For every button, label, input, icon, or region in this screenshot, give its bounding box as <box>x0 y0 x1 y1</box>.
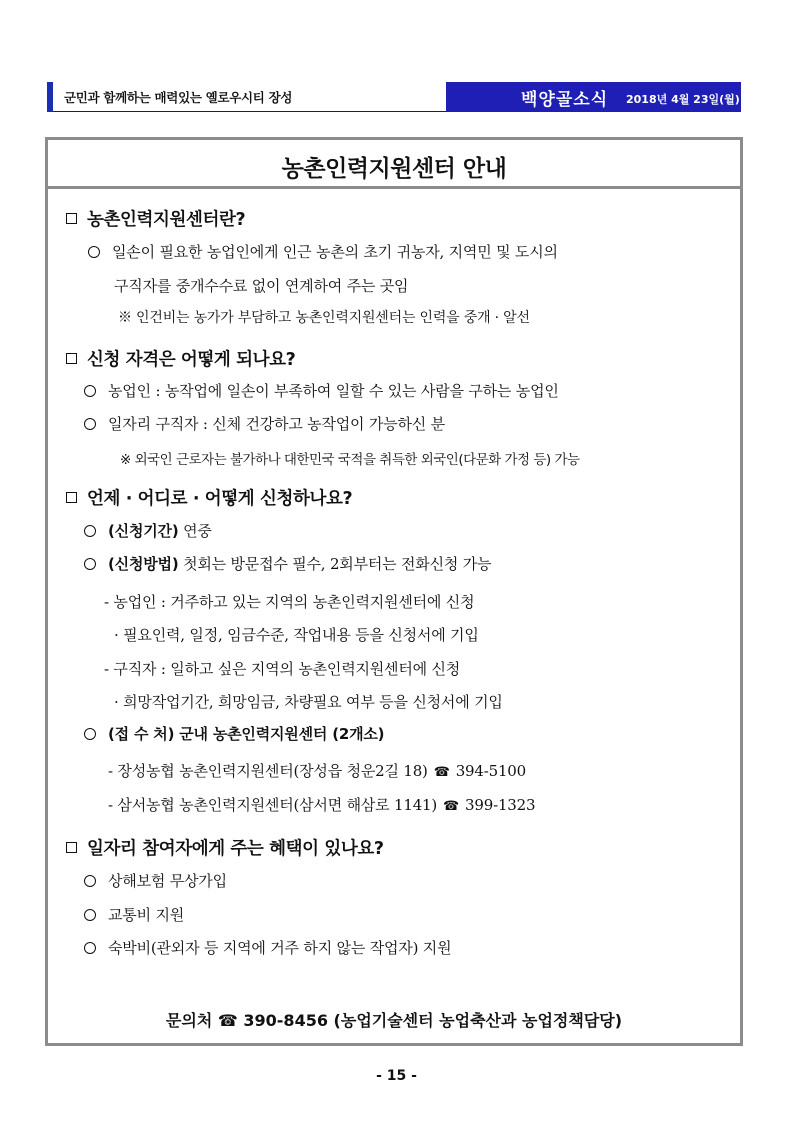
publication-date: 2018년 4월 23일(월) <box>626 93 740 106</box>
circle-bullet-icon <box>84 909 96 921</box>
list-item-text: 숙박비(관외자 등 지역에 거주 하지 않는 작업자) 지원 <box>108 939 452 957</box>
office-phone: 399-1323 <box>465 796 536 814</box>
list-item-text: 일손이 필요한 농업인에게 인근 농촌의 초기 귀농자, 지역민 및 도시의 <box>112 243 558 261</box>
section-heading-text: 언제 · 어디로 · 어떻게 신청하나요? <box>87 489 353 509</box>
period-text: 연중 <box>183 522 212 540</box>
section-heading-text: 신청 자격은 어떻게 되나요? <box>87 350 296 370</box>
office-heading: (접 수 처) 군내 농촌인력지원센터 (2개소) <box>108 725 385 743</box>
contact-dept: (농업기술센터 농업축산과 농업정책담당) <box>333 1011 623 1030</box>
newsletter-header <box>47 82 741 112</box>
list-item <box>84 870 227 891</box>
office-row <box>108 794 535 815</box>
contact-phone: 390-8456 <box>243 1011 328 1030</box>
telephone-icon: ☎ <box>443 799 460 814</box>
list-item <box>84 520 212 541</box>
section-heading-text: 일자리 참여자에게 주는 혜택이 있나요? <box>87 839 384 859</box>
telephone-icon: ☎ <box>217 1011 238 1030</box>
list-item-text: 일자리 구직자 : 신체 건강하고 농작업이 가능하신 분 <box>108 415 445 433</box>
square-bullet-icon <box>66 492 77 503</box>
publication-name: 백양골소식 <box>521 90 609 110</box>
office-name: - 장성농협 농촌인력지원센터(장성읍 청운2길 18) <box>108 762 428 780</box>
office-phone: 394-5100 <box>455 762 526 780</box>
period-label: (신청기간) <box>108 522 179 540</box>
contact-label: 문의처 <box>165 1011 213 1030</box>
sub-item: - 농업인 : 거주하고 있는 지역의 농촌인력지원센터에 신청 <box>104 593 475 611</box>
sub-sub-item: · 필요인력, 일정, 임금수준, 작업내용 등을 신청서에 기입 <box>114 626 479 644</box>
notice-box <box>45 137 743 1046</box>
circle-bullet-icon <box>88 246 100 258</box>
square-bullet-icon <box>66 213 77 224</box>
office-row <box>108 760 526 781</box>
page-title: 농촌인력지원센터 안내 <box>281 156 507 182</box>
list-item <box>88 241 558 262</box>
list-item <box>84 553 491 574</box>
list-item-text: 상해보험 무상가입 <box>108 872 227 890</box>
circle-bullet-icon <box>84 385 96 397</box>
square-bullet-icon <box>66 353 77 364</box>
office-name: - 삼서농협 농촌인력지원센터(삼서면 해삼로 1141) <box>108 796 438 814</box>
section-heading-how-to-apply <box>66 485 352 510</box>
method-text: 첫회는 방문접수 필수, 2회부터는 전화신청 가능 <box>183 555 492 573</box>
list-item <box>84 723 384 744</box>
note: ※ 외국인 근로자는 불가하나 대한민국 국적을 취득한 외국인(다문화 가정 등) 가능 <box>120 452 580 468</box>
title-row <box>48 140 740 189</box>
section-heading-about <box>66 206 245 231</box>
header-accent-bar <box>47 82 53 112</box>
circle-bullet-icon <box>84 558 96 570</box>
contact-line <box>48 1008 740 1031</box>
sub-item: - 구직자 : 일하고 싶은 지역의 농촌인력지원센터에 신청 <box>104 660 461 678</box>
list-item-text: 농업인 : 농작업에 일손이 부족하여 일할 수 있는 사람을 구하는 농업인 <box>108 382 559 400</box>
sub-sub-item: · 희망작업기간, 희망임금, 차량필요 여부 등을 신청서에 기입 <box>114 693 503 711</box>
note: ※ 인건비는 농가가 부담하고 농촌인력지원센터는 인력을 중개 · 알선 <box>118 310 530 326</box>
circle-bullet-icon <box>84 942 96 954</box>
page-number: - 15 - <box>376 1068 417 1084</box>
circle-bullet-icon <box>84 418 96 430</box>
telephone-icon: ☎ <box>433 765 450 780</box>
list-item <box>84 904 184 925</box>
list-item <box>84 380 559 401</box>
list-item <box>84 937 451 958</box>
square-bullet-icon <box>66 842 77 853</box>
header-publication-block <box>446 82 741 112</box>
circle-bullet-icon <box>84 525 96 537</box>
method-label: (신청방법) <box>108 555 179 573</box>
circle-bullet-icon <box>84 728 96 740</box>
list-item-continuation: 구직자를 중개수수료 없이 연계하여 주는 곳임 <box>114 277 409 295</box>
section-heading-text: 농촌인력지원센터란? <box>87 210 246 230</box>
list-item <box>84 413 445 434</box>
header-slogan: 군민과 함께하는 매력있는 옐로우시티 장성 <box>64 90 293 105</box>
section-heading-benefits <box>66 835 384 860</box>
section-heading-eligibility <box>66 346 295 371</box>
circle-bullet-icon <box>84 875 96 887</box>
list-item-text: 교통비 지원 <box>108 906 185 924</box>
